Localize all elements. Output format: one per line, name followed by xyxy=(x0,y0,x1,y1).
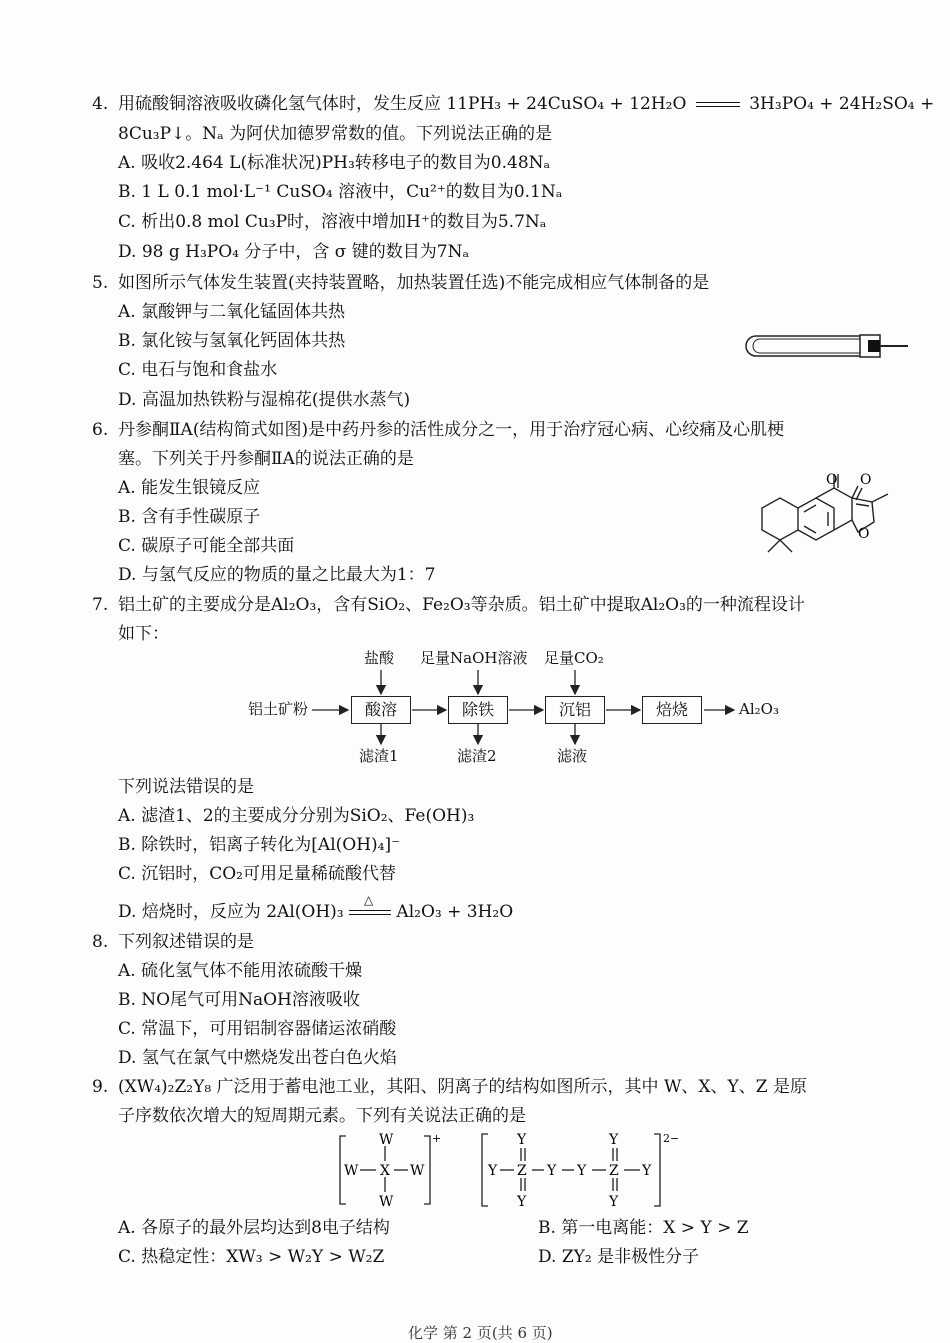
flow-step-calcination: 焙烧 xyxy=(642,696,702,724)
q7-option-b[interactable]: B. 除铁时，铝离子转化为[Al(OH)₄]⁻ xyxy=(118,835,401,855)
q9-stem-line1: 9. (XW₄)₂Z₂Y₈ 广泛用于蓄电池工业，其阳、阴离子的结构如图所示，其中 W、X、Y、Z 是原 xyxy=(92,1077,807,1097)
anion-y-1: Y xyxy=(488,1163,498,1179)
flow-reagent-co2: 足量CO₂ xyxy=(544,649,604,667)
q5-option-c[interactable]: C. 电石与饱和食盐水 xyxy=(118,360,278,380)
ion-structure-diagram xyxy=(336,1130,696,1214)
flow-input: 铝土矿粉 xyxy=(248,700,309,718)
q7-option-c[interactable]: C. 沉铝时，CO₂可用足量稀硫酸代替 xyxy=(118,864,396,884)
cation-w-top: W xyxy=(379,1132,394,1148)
q7-option-d[interactable]: D. 焙烧时，反应为 2Al(OH)₃ △ Al₂O₃ + 3H₂O xyxy=(118,892,514,922)
q4-equation-lhs: 11PH₃ + 24CuSO₄ + 12H₂O xyxy=(446,94,687,114)
q9-option-b[interactable]: B. 第一电离能：X > Y > Z xyxy=(538,1218,749,1238)
anion-y-bridge-2: Y xyxy=(577,1163,587,1179)
anion-y-top-1: Y xyxy=(517,1132,527,1148)
q5-number: 5. xyxy=(92,273,109,293)
anion-y-bottom-2: Y xyxy=(609,1194,619,1210)
heat-condition: △ xyxy=(349,908,391,918)
q8-stem: 8. 下列叙述错误的是 xyxy=(92,932,254,952)
anion-y-bridge-1: Y xyxy=(547,1163,557,1179)
q6-stem-line1: 6. 丹参酮ⅡA(结构简式如图)是中药丹参的活性成分之一，用于治疗冠心病、心绞痛及心肌梗 xyxy=(92,420,785,440)
q9-option-a[interactable]: A. 各原子的最外层均达到8电子结构 xyxy=(118,1218,390,1238)
q4-stem-line1: 4. 用硫酸铜溶液吸收磷化氢气体时，发生反应 11PH₃ + 24CuSO₄ + 12H₂O 3H₃PO₄ + 24H₂SO₄ + xyxy=(92,94,935,114)
q9-option-c[interactable]: C. 热稳定性：XW₃ > W₂Y > W₂Z xyxy=(118,1247,385,1267)
q5-option-b[interactable]: B. 氯化铵与氢氧化钙固体共热 xyxy=(118,331,346,351)
flow-step-al-precipitation: 沉铝 xyxy=(545,696,605,724)
q6-number: 6. xyxy=(92,420,109,440)
q8-number: 8. xyxy=(92,932,109,952)
equal-sign-icon xyxy=(349,910,391,915)
q6-option-b[interactable]: B. 含有手性碳原子 xyxy=(118,507,261,527)
q8-option-b[interactable]: B. NO尾气可用NaOH溶液吸收 xyxy=(118,990,360,1010)
cation-w-right: W xyxy=(410,1163,425,1179)
flow-step-acid-dissolve: 酸溶 xyxy=(351,696,411,724)
q6-option-c[interactable]: C. 碳原子可能全部共面 xyxy=(118,536,295,556)
cation-w-left: W xyxy=(344,1163,359,1179)
q4-option-c[interactable]: C. 析出0.8 mol Cu₃P时，溶液中增加H⁺的数目为5.7Nₐ xyxy=(118,212,547,232)
cation-x-center: X xyxy=(380,1163,390,1179)
q7-stem-line2: 如下： xyxy=(118,624,169,644)
q5-option-d[interactable]: D. 高温加热铁粉与湿棉花(提供水蒸气) xyxy=(118,390,411,410)
q9-stem-line2: 子序数依次增大的短周期元素。下列有关说法正确的是 xyxy=(118,1106,526,1126)
q7-question: 下列说法错误的是 xyxy=(118,777,254,797)
q4-option-d[interactable]: D. 98 g H₃PO₄ 分子中，含 σ 键的数目为7Nₐ xyxy=(118,242,470,262)
q6-stem-line2: 塞。下列关于丹参酮ⅡA的说法正确的是 xyxy=(118,449,414,469)
anion-z-2: Z xyxy=(609,1163,619,1179)
flow-reagent-naoh: 足量NaOH溶液 xyxy=(420,649,528,667)
flow-residue-2: 滤渣2 xyxy=(457,747,497,765)
q4-option-b[interactable]: B. 1 L 0.1 mol·L⁻¹ CuSO₄ 溶液中，Cu²⁺的数目为0.1Nₐ xyxy=(118,182,563,202)
q4-equation-rhs: 3H₃PO₄ + 24H₂SO₄ + xyxy=(749,94,935,114)
q6-option-a[interactable]: A. 能发生银镜反应 xyxy=(118,478,261,498)
flow-product: Al₂O₃ xyxy=(739,700,779,718)
q8-option-d[interactable]: D. 氢气在氯气中燃烧发出苍白色火焰 xyxy=(118,1048,397,1068)
anion-y-bottom-1: Y xyxy=(517,1194,527,1210)
cation-charge: + xyxy=(432,1132,442,1145)
q5-stem: 5. 如图所示气体发生装置(夹持装置略，加热装置任选)不能完成相应气体制备的是 xyxy=(92,273,710,293)
q8-option-c[interactable]: C. 常温下，可用铝制容器储运浓硝酸 xyxy=(118,1019,397,1039)
carbonyl-oxygen-right: O xyxy=(860,472,872,488)
q5-option-a[interactable]: A. 氯酸钾与二氧化锰固体共热 xyxy=(118,302,346,322)
flow-residue-1: 滤渣1 xyxy=(359,747,399,765)
q4-number: 4. xyxy=(92,94,109,114)
q7-stem-line1: 7. 铝土矿的主要成分是Al₂O₃，含有SiO₂、Fe₂O₃等杂质。铝土矿中提取Al₂O₃的一种流程设计 xyxy=(92,595,805,615)
furan-oxygen: O xyxy=(858,526,870,542)
q7-option-a[interactable]: A. 滤渣1、2的主要成分分别为SiO₂、Fe(OH)₃ xyxy=(118,806,475,826)
q7-number: 7. xyxy=(92,595,109,615)
page-footer: 化学 第 2 页(共 6 页) xyxy=(408,1324,553,1342)
q8-option-a[interactable]: A. 硫化氢气体不能用浓硫酸干燥 xyxy=(118,961,363,981)
anion-z-1: Z xyxy=(517,1163,527,1179)
flow-step-iron-removal: 除铁 xyxy=(448,696,508,724)
flow-filtrate: 滤液 xyxy=(557,747,588,765)
carbonyl-oxygen-left: O xyxy=(826,472,838,488)
flow-reagent-hcl: 盐酸 xyxy=(364,649,395,667)
q6-option-d[interactable]: D. 与氢气反应的物质的量之比最大为1：7 xyxy=(118,565,436,585)
cation-w-bottom: W xyxy=(379,1194,394,1210)
q4-option-a[interactable]: A. 吸收2.464 L(标准状况)PH₃转移电子的数目为0.48Nₐ xyxy=(118,153,551,173)
q9-number: 9. xyxy=(92,1077,109,1097)
anion-charge: 2− xyxy=(663,1132,680,1145)
anion-y-top-2: Y xyxy=(609,1132,619,1148)
q9-option-d[interactable]: D. ZY₂ 是非极性分子 xyxy=(538,1247,700,1267)
q4-stem-line2: 8Cu₃P↓。Nₐ 为阿伏加德罗常数的值。下列说法正确的是 xyxy=(118,124,553,144)
anion-y-2: Y xyxy=(642,1163,652,1179)
